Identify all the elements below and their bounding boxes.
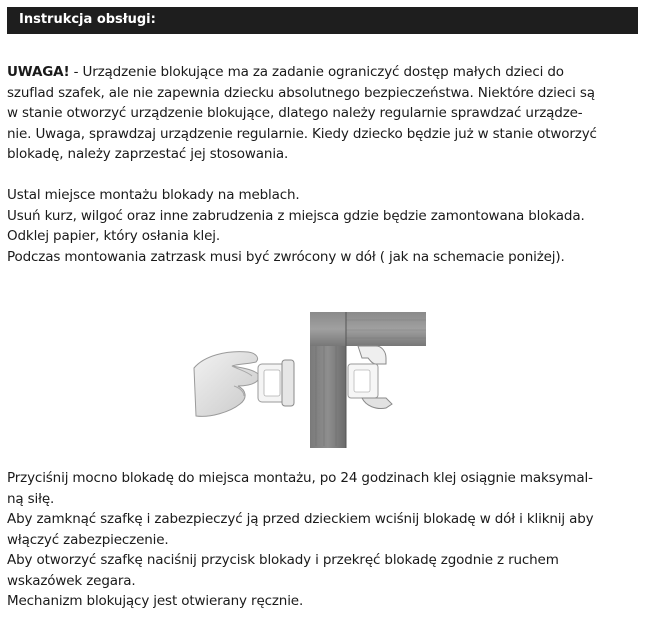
page-title: Instrukcja obsługi: (19, 12, 156, 27)
warning-paragraph (7, 62, 639, 165)
warning-line-2: szuflad szafek, ale nie zapewnia dziecku absolutnego bezpieczeństwa. Niektóre dzieci są (7, 84, 595, 101)
hand-illustration (194, 352, 260, 417)
lock-device-mounted (348, 346, 392, 409)
warning-label: UWAGA! (7, 64, 70, 80)
usage-steps (7, 468, 639, 612)
mounting-step-3: Odklej papier, który osłania klej. (7, 228, 221, 244)
usage-line-3: Aby zamknąć szafkę i zabezpieczyć ją przed dzieckiem wciśnij blokadę w dół i kliknij aby (7, 511, 594, 527)
mounting-illustration (186, 306, 426, 460)
warning-line-4: nie. Uwaga, sprawdzaj urządzenie regularnie. Kiedy dziecko będzie już w stanie otworzyć (7, 125, 597, 142)
mounting-step-4: Podczas montowania zatrzask musi być zwrócony w dół ( jak na schemacie poniżej). (7, 248, 565, 265)
usage-line-6: wskazówek zegara. (7, 572, 136, 589)
warning-line-5: blokadę, należy zaprzestać jej stosowania. (7, 146, 289, 162)
header-bar (7, 7, 638, 34)
mounting-steps (7, 185, 639, 267)
mounting-step-1: Ustal miejsce montażu blokady na meblach. (7, 187, 300, 203)
usage-line-5: Aby otworzyć szafkę naciśnij przycisk blokady i przekręć blokadę zgodnie z ruchem (7, 552, 559, 568)
warning-line-1: UWAGA! - Urządzenie blokujące ma za zadanie ograniczyć dostęp małych dzieci do (7, 64, 564, 80)
usage-line-1: Przyciśnij mocno blokadę do miejsca montażu, po 24 godzinach klej osiągnie maksymal- (7, 470, 593, 486)
usage-line-7: Mechanizm blokujący jest otwierany ręcznie. (7, 593, 304, 609)
lock-device-left (258, 360, 294, 406)
warning-line-3: w stanie otworzyć urządzenie blokujące, dlatego należy regularnie sprawdzać urządze- (7, 105, 583, 121)
usage-line-2: ną siłę. (7, 490, 55, 507)
mounting-step-2: Usuń kurz, wilgoć oraz inne zabrudzenia z miejsca gdzie będzie zamontowana blokada. (7, 207, 585, 224)
usage-line-4: włączyć zabezpieczenie. (7, 531, 169, 548)
